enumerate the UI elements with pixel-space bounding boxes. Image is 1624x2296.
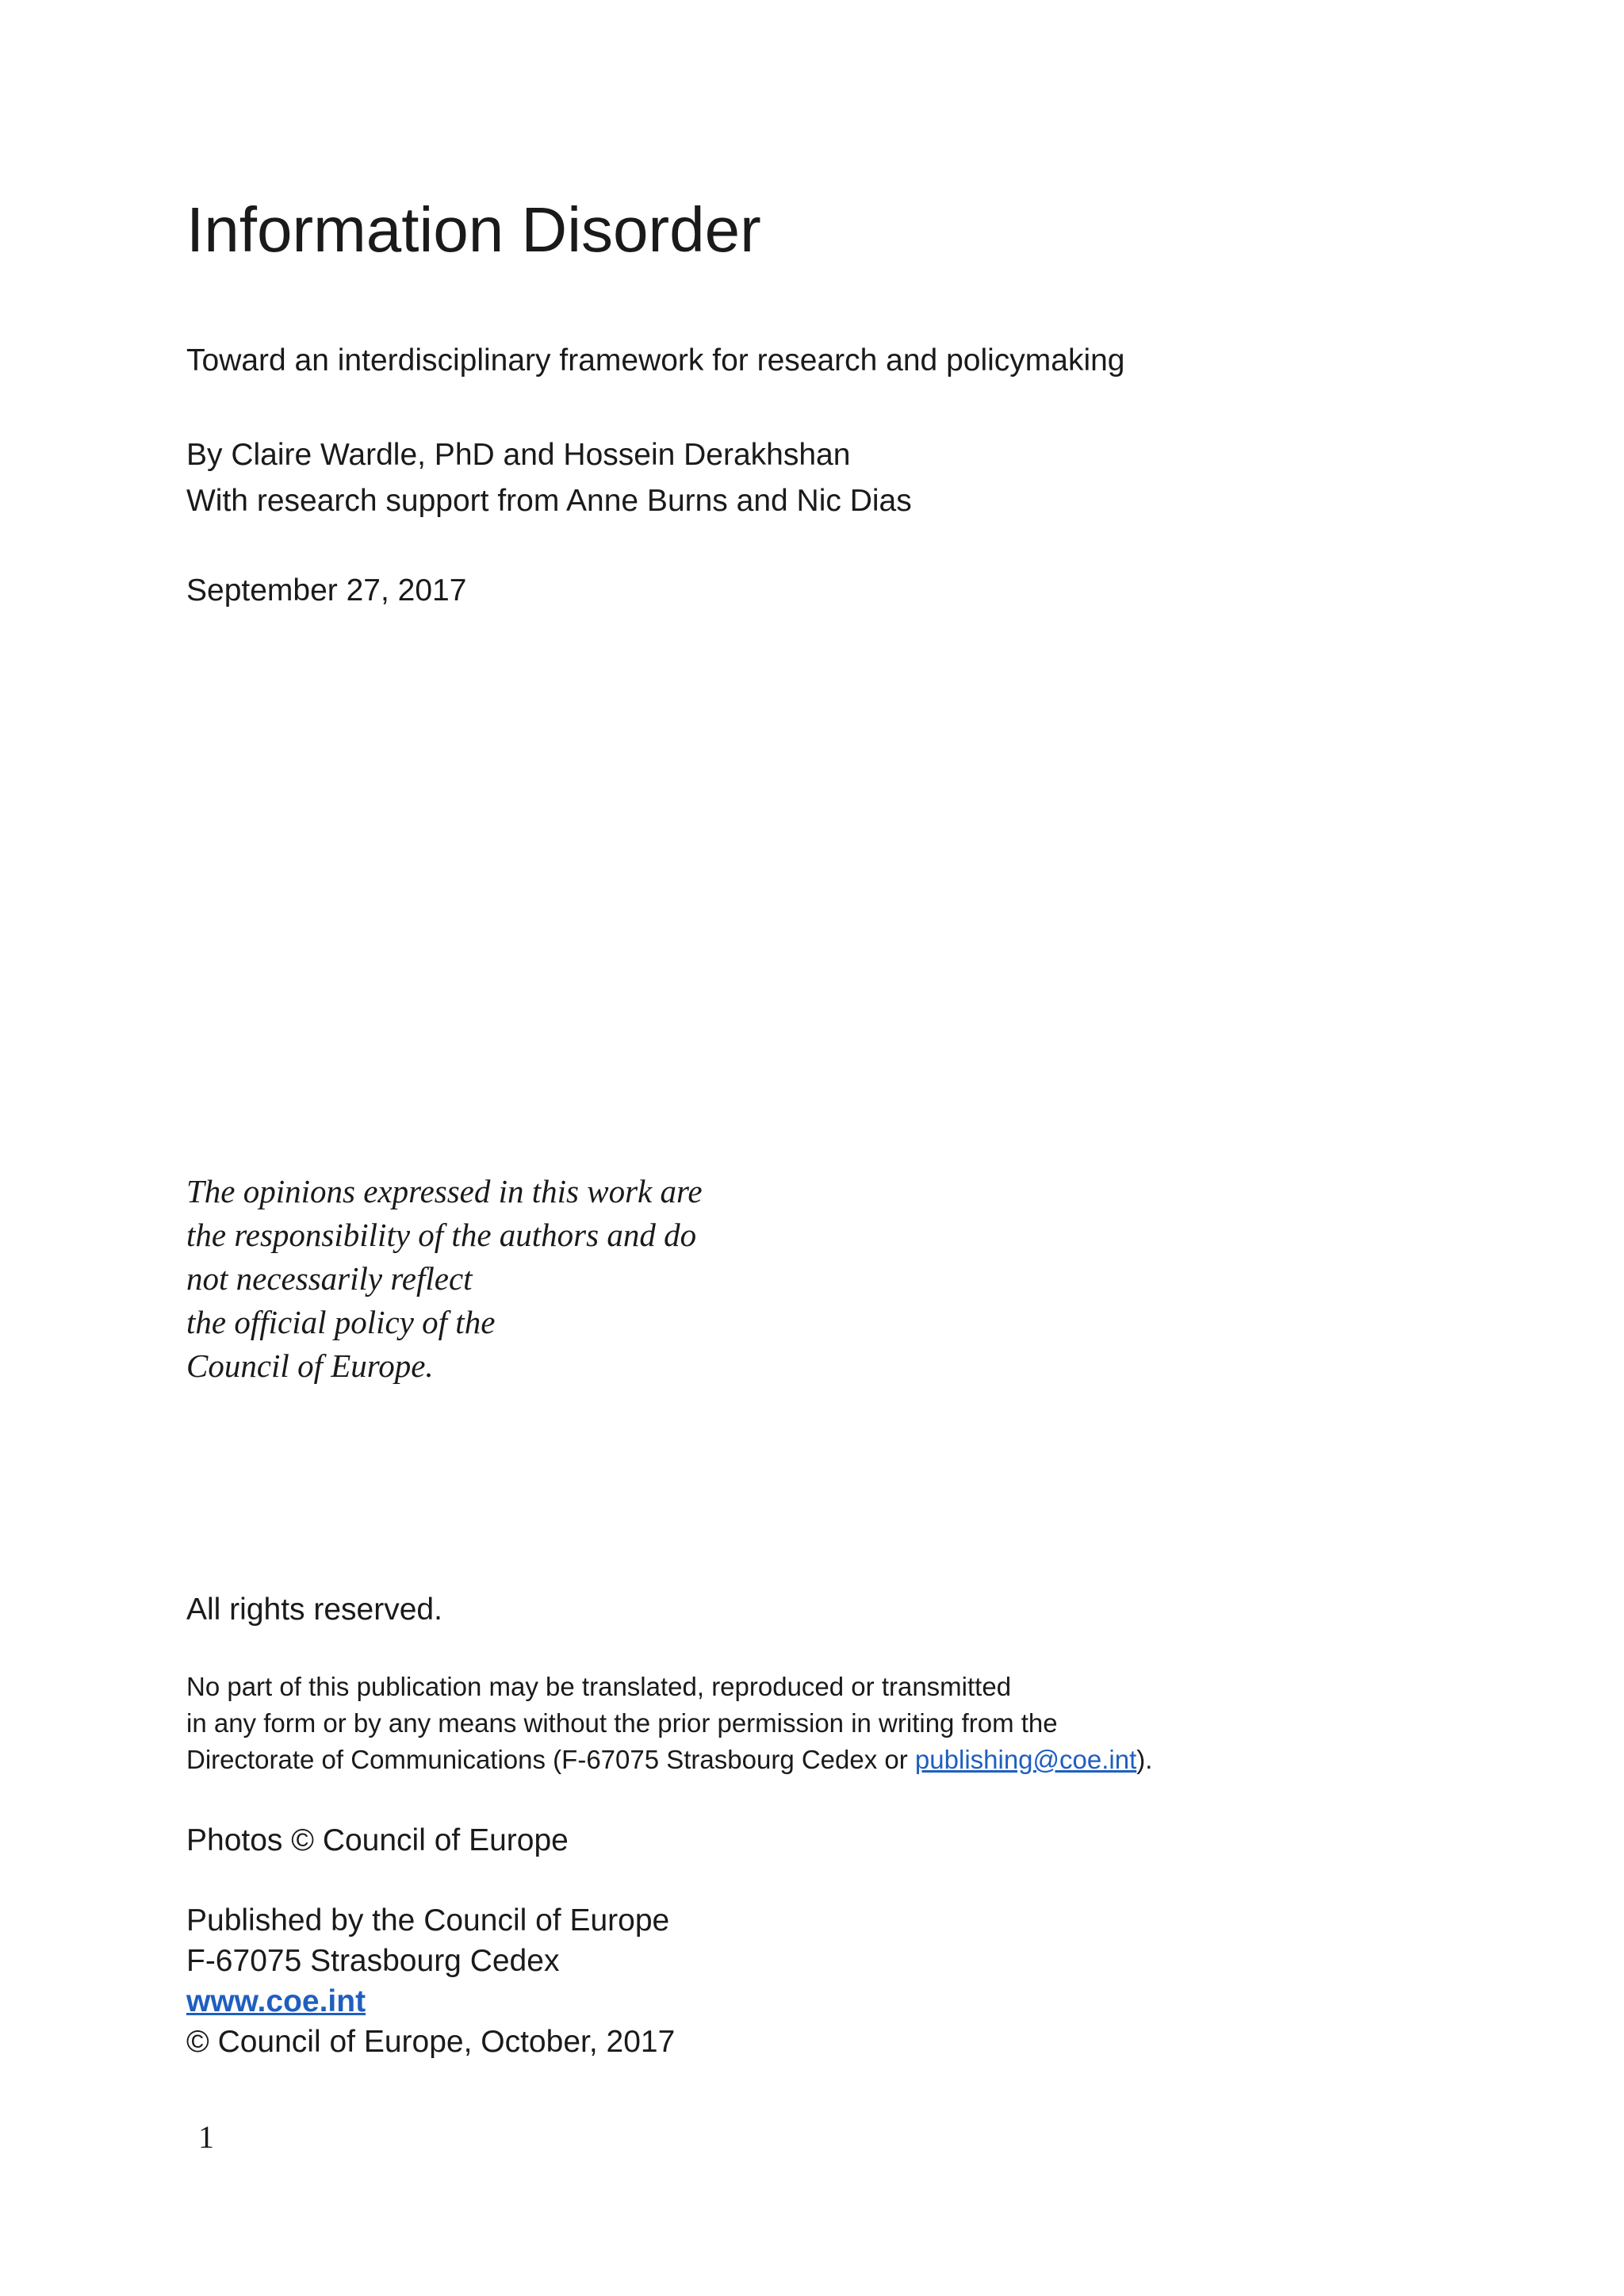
document-date: September 27, 2017	[186, 573, 467, 608]
rights-notice-line	[186, 1742, 1152, 1778]
disclaimer-line: the responsibility of the authors and do	[186, 1217, 697, 1253]
disclaimer-line: The opinions expressed in this work are	[186, 1173, 703, 1209]
publisher-block	[186, 1900, 675, 2062]
website-link[interactable]: www.coe.int	[186, 1984, 366, 2018]
copyright-line: © Council of Europe, October, 2017	[186, 2025, 676, 2059]
website-line	[186, 1981, 675, 2022]
disclaimer-line: not necessarily reflect	[186, 1260, 473, 1297]
document-subtitle: Toward an interdisciplinary framework for research and policymaking	[186, 343, 1125, 378]
disclaimer-line: Council of Europe.	[186, 1347, 434, 1384]
author-block	[186, 432, 912, 524]
research-support-line: With research support from Anne Burns and Nic Dias	[186, 484, 912, 518]
rights-notice-line: in any form or by any means without the prior permission in writing from the	[186, 1708, 1058, 1738]
publisher-line: Published by the Council of Europe	[186, 1903, 670, 1938]
rights-notice	[186, 1669, 1152, 1778]
rights-notice-text: Directorate of Communications (F-67075 Strasbourg Cedex or	[186, 1745, 915, 1774]
document-title: Information Disorder	[186, 194, 761, 265]
rights-notice-text: ).	[1136, 1745, 1153, 1774]
publisher-address: F-67075 Strasbourg Cedex	[186, 1944, 560, 1978]
photo-credit: Photos © Council of Europe	[186, 1823, 569, 1857]
rights-notice-line: No part of this publication may be translated, reproduced or transmitted	[186, 1672, 1012, 1701]
author-line: By Claire Wardle, PhD and Hossein Derakhshan	[186, 438, 851, 472]
publishing-email-link[interactable]: publishing@coe.int	[914, 1745, 1137, 1774]
disclaimer-line: the official policy of the	[186, 1304, 496, 1340]
page-number: 1	[198, 2119, 214, 2155]
rights-heading: All rights reserved.	[186, 1593, 442, 1627]
disclaimer-block	[186, 1170, 703, 1388]
